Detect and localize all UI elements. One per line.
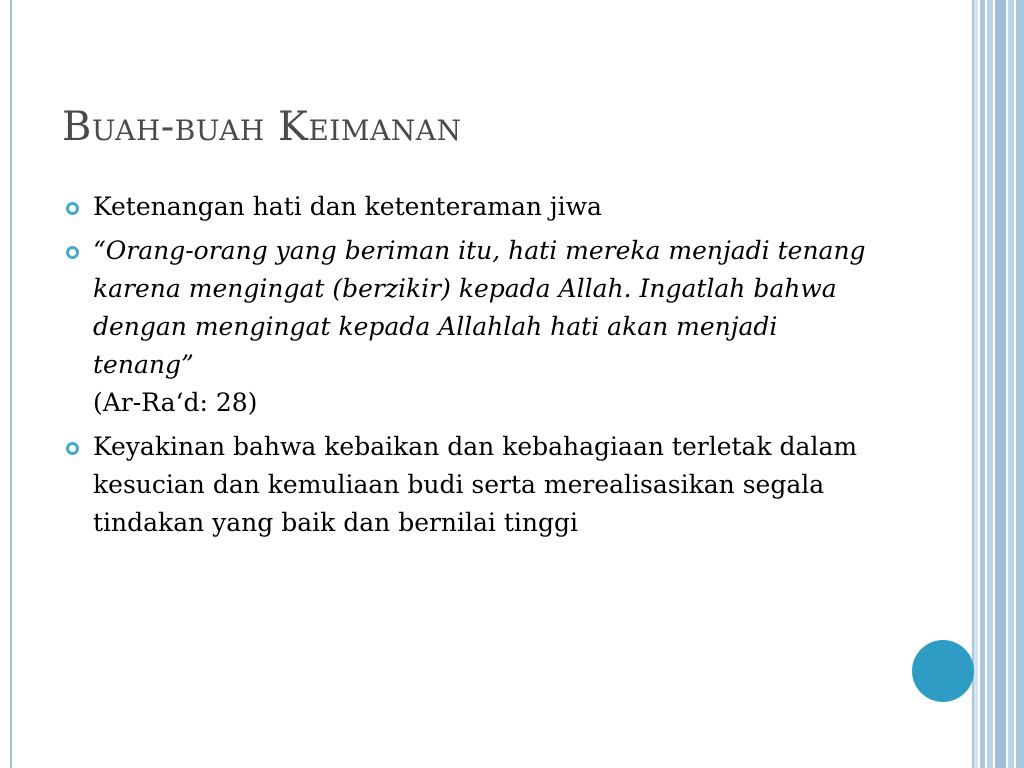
bullet-quote: “Orang-orang yang beriman itu, hati mereka menjadi tenang karena mengingat (berzikir) kepada Allah. Ingatlah bahwa dengan mengingat kepada Allahlah hati akan menjadi tenang” xyxy=(93,236,866,379)
bullet-marker-icon xyxy=(66,442,79,455)
stripe xyxy=(987,0,993,768)
slide-title: Buah-buah Keimanan xyxy=(62,104,462,150)
stripe xyxy=(974,0,978,768)
stripe xyxy=(1016,0,1024,768)
bullet-list xyxy=(66,188,886,548)
bullet-marker-icon xyxy=(66,202,79,215)
bullet-item xyxy=(66,428,886,542)
stripe xyxy=(980,0,985,768)
decorative-circle xyxy=(912,640,974,702)
stripe xyxy=(995,0,1006,768)
bullet-item xyxy=(66,188,886,226)
bullet-citation: (Ar-Ra‘d: 28) xyxy=(93,388,258,417)
bullet-text: Ketenangan hati dan ketenteraman jiwa xyxy=(93,192,602,221)
bullet-item xyxy=(66,232,886,422)
decorative-stripes xyxy=(974,0,1024,768)
bullet-text: Keyakinan bahwa kebaikan dan kebahagiaan terletak dalam kesucian dan kemuliaan budi serta merealisasikan segala tindakan yang baik dan bernilai tinggi xyxy=(93,432,858,537)
bullet-marker-icon xyxy=(66,246,79,259)
stripe xyxy=(1008,0,1014,768)
